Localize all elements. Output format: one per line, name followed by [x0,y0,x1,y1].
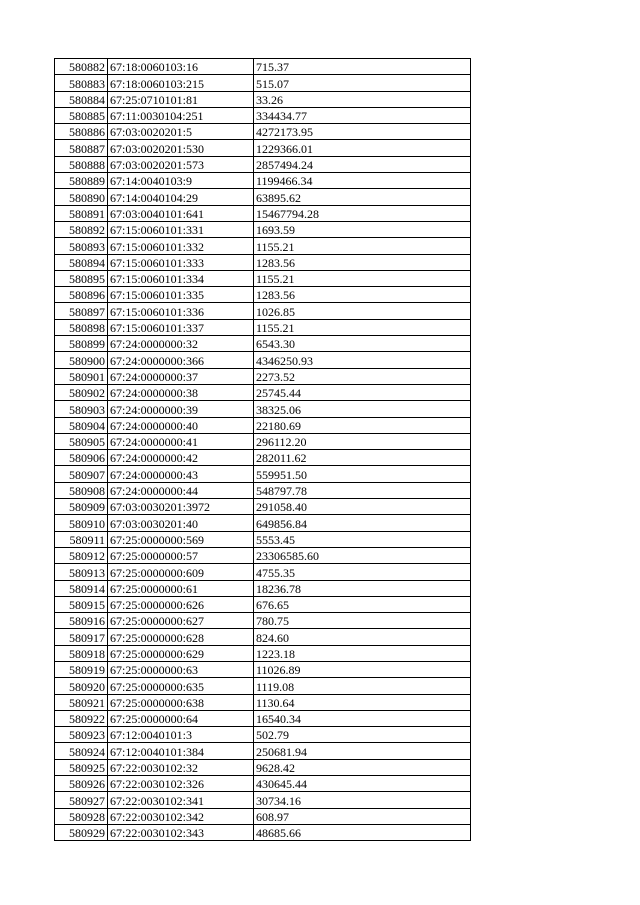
table-row [55,189,471,205]
cadastral-number-cell: 67:25:0000000:61 [108,580,254,596]
cadastral-number-cell: 67:24:0000000:42 [108,450,254,466]
amount-cell: 5553.45 [254,531,471,547]
amount-cell: 824.60 [254,629,471,645]
table-row [55,401,471,417]
amount-cell: 780.75 [254,613,471,629]
row-id-cell: 580904 [55,417,108,433]
row-id-cell: 580886 [55,124,108,140]
amount-cell: 296112.20 [254,433,471,449]
cadastral-number-cell: 67:24:0000000:39 [108,401,254,417]
row-id-cell: 580911 [55,531,108,547]
table-row [55,824,471,840]
row-id-cell: 580892 [55,221,108,237]
row-id-cell: 580907 [55,466,108,482]
cadastral-number-cell: 67:03:0040101:641 [108,205,254,221]
row-id-cell: 580893 [55,238,108,254]
table-row [55,499,471,515]
table-row [55,205,471,221]
cadastral-number-cell: 67:22:0030102:32 [108,759,254,775]
row-id-cell: 580929 [55,824,108,840]
row-id-cell: 580885 [55,107,108,123]
cadastral-number-cell: 67:18:0060103:215 [108,75,254,91]
row-id-cell: 580925 [55,759,108,775]
cadastral-number-cell: 67:22:0030102:326 [108,776,254,792]
row-id-cell: 580883 [55,75,108,91]
table-row [55,336,471,352]
cadastral-number-cell: 67:24:0000000:37 [108,368,254,384]
cadastral-number-cell: 67:25:0000000:627 [108,613,254,629]
row-id-cell: 580906 [55,450,108,466]
row-id-cell: 580898 [55,319,108,335]
row-id-cell: 580903 [55,401,108,417]
table-row [55,613,471,629]
amount-cell: 548797.78 [254,482,471,498]
row-id-cell: 580897 [55,303,108,319]
amount-cell: 30734.16 [254,792,471,808]
row-id-cell: 580915 [55,596,108,612]
cadastral-number-cell: 67:25:0000000:609 [108,564,254,580]
table-row [55,238,471,254]
table-row [55,91,471,107]
table-row [55,515,471,531]
amount-cell: 23306585.60 [254,547,471,563]
amount-cell: 22180.69 [254,417,471,433]
table-row [55,596,471,612]
table-row [55,75,471,91]
cadastral-number-cell: 67:25:0000000:569 [108,531,254,547]
cadastral-number-cell: 67:15:0060101:332 [108,238,254,254]
amount-cell: 15467794.28 [254,205,471,221]
table-row [55,482,471,498]
row-id-cell: 580928 [55,808,108,824]
table-row [55,433,471,449]
cadastral-number-cell: 67:15:0060101:335 [108,287,254,303]
row-id-cell: 580901 [55,368,108,384]
cadastral-number-cell: 67:03:0020201:573 [108,156,254,172]
table-row [55,173,471,189]
table-body [55,59,471,841]
amount-cell: 1119.08 [254,678,471,694]
amount-cell: 38325.06 [254,401,471,417]
row-id-cell: 580908 [55,482,108,498]
table-row [55,156,471,172]
row-id-cell: 580927 [55,792,108,808]
amount-cell: 515.07 [254,75,471,91]
cadastral-number-cell: 67:15:0060101:331 [108,221,254,237]
cadastral-number-cell: 67:03:0030201:3972 [108,499,254,515]
amount-cell: 291058.40 [254,499,471,515]
cadastral-number-cell: 67:25:0710101:81 [108,91,254,107]
table-row [55,645,471,661]
cadastral-number-cell: 67:03:0020201:5 [108,124,254,140]
table-row [55,107,471,123]
amount-cell: 282011.62 [254,450,471,466]
table-row [55,254,471,270]
table-row [55,531,471,547]
table-row [55,368,471,384]
row-id-cell: 580924 [55,743,108,759]
row-id-cell: 580916 [55,613,108,629]
row-id-cell: 580905 [55,433,108,449]
table-row [55,564,471,580]
amount-cell: 608.97 [254,808,471,824]
cadastral-number-cell: 67:25:0000000:626 [108,596,254,612]
row-id-cell: 580894 [55,254,108,270]
cadastral-number-cell: 67:15:0060101:334 [108,270,254,286]
cadastral-number-cell: 67:12:0040101:3 [108,727,254,743]
amount-cell: 18236.78 [254,580,471,596]
row-id-cell: 580887 [55,140,108,156]
table-row [55,417,471,433]
amount-cell: 9628.42 [254,759,471,775]
amount-cell: 1283.56 [254,254,471,270]
cadastral-number-cell: 67:18:0060103:16 [108,59,254,75]
amount-cell: 1155.21 [254,270,471,286]
table-row [55,547,471,563]
row-id-cell: 580895 [55,270,108,286]
table-row [55,661,471,677]
row-id-cell: 580912 [55,547,108,563]
row-id-cell: 580926 [55,776,108,792]
row-id-cell: 580919 [55,661,108,677]
cadastral-number-cell: 67:14:0040103:9 [108,173,254,189]
row-id-cell: 580902 [55,384,108,400]
table-row [55,808,471,824]
cadastral-number-cell: 67:25:0000000:628 [108,629,254,645]
table-row [55,792,471,808]
cadastral-number-cell: 67:03:0020201:530 [108,140,254,156]
amount-cell: 1223.18 [254,645,471,661]
cadastral-number-cell: 67:25:0000000:635 [108,678,254,694]
amount-cell: 334434.77 [254,107,471,123]
table-row [55,450,471,466]
row-id-cell: 580909 [55,499,108,515]
table-row [55,124,471,140]
amount-cell: 1155.21 [254,238,471,254]
table-row [55,319,471,335]
table-row [55,580,471,596]
table-row [55,140,471,156]
amount-cell: 250681.94 [254,743,471,759]
cadastral-number-cell: 67:24:0000000:366 [108,352,254,368]
cadastral-number-cell: 67:15:0060101:336 [108,303,254,319]
amount-cell: 33.26 [254,91,471,107]
cadastral-number-cell: 67:22:0030102:343 [108,824,254,840]
table-row [55,694,471,710]
table-row [55,759,471,775]
row-id-cell: 580899 [55,336,108,352]
row-id-cell: 580890 [55,189,108,205]
table-row [55,287,471,303]
cadastral-number-cell: 67:25:0000000:63 [108,661,254,677]
cadastral-number-cell: 67:24:0000000:43 [108,466,254,482]
table-row [55,710,471,726]
amount-cell: 1693.59 [254,221,471,237]
amount-cell: 559951.50 [254,466,471,482]
table-row [55,776,471,792]
table-row [55,303,471,319]
amount-cell: 25745.44 [254,384,471,400]
cadastral-number-cell: 67:24:0000000:38 [108,384,254,400]
table-row [55,59,471,75]
row-id-cell: 580921 [55,694,108,710]
table-row [55,352,471,368]
table-row [55,221,471,237]
cadastral-number-cell: 67:25:0000000:638 [108,694,254,710]
cadastral-number-cell: 67:25:0000000:57 [108,547,254,563]
cadastral-number-cell: 67:12:0040101:384 [108,743,254,759]
cadastral-number-cell: 67:24:0000000:32 [108,336,254,352]
table-row [55,678,471,694]
amount-cell: 4755.35 [254,564,471,580]
row-id-cell: 580918 [55,645,108,661]
cadastral-number-cell: 67:22:0030102:342 [108,808,254,824]
table-row [55,384,471,400]
cadastral-number-cell: 67:15:0060101:337 [108,319,254,335]
amount-cell: 11026.89 [254,661,471,677]
amount-cell: 63895.62 [254,189,471,205]
amount-cell: 1130.64 [254,694,471,710]
row-id-cell: 580889 [55,173,108,189]
row-id-cell: 580920 [55,678,108,694]
cadastral-number-cell: 67:22:0030102:341 [108,792,254,808]
row-id-cell: 580896 [55,287,108,303]
row-id-cell: 580900 [55,352,108,368]
table-row [55,743,471,759]
amount-cell: 430645.44 [254,776,471,792]
cadastral-number-cell: 67:24:0000000:40 [108,417,254,433]
amount-cell: 48685.66 [254,824,471,840]
amount-cell: 1026.85 [254,303,471,319]
table-row [55,629,471,645]
row-id-cell: 580922 [55,710,108,726]
cadastral-number-cell: 67:03:0030201:40 [108,515,254,531]
table-row [55,727,471,743]
cadastral-number-cell: 67:24:0000000:41 [108,433,254,449]
cadastral-number-cell: 67:25:0000000:64 [108,710,254,726]
amount-cell: 715.37 [254,59,471,75]
amount-cell: 2857494.24 [254,156,471,172]
cadastral-number-cell: 67:15:0060101:333 [108,254,254,270]
data-table [54,58,471,841]
amount-cell: 1199466.34 [254,173,471,189]
cadastral-number-cell: 67:25:0000000:629 [108,645,254,661]
row-id-cell: 580891 [55,205,108,221]
amount-cell: 502.79 [254,727,471,743]
amount-cell: 4272173.95 [254,124,471,140]
amount-cell: 676.65 [254,596,471,612]
row-id-cell: 580923 [55,727,108,743]
cadastral-number-cell: 67:24:0000000:44 [108,482,254,498]
amount-cell: 2273.52 [254,368,471,384]
amount-cell: 1155.21 [254,319,471,335]
row-id-cell: 580914 [55,580,108,596]
cadastral-number-cell: 67:14:0040104:29 [108,189,254,205]
row-id-cell: 580917 [55,629,108,645]
amount-cell: 6543.30 [254,336,471,352]
row-id-cell: 580910 [55,515,108,531]
table-row [55,466,471,482]
amount-cell: 649856.84 [254,515,471,531]
row-id-cell: 580888 [55,156,108,172]
row-id-cell: 580882 [55,59,108,75]
row-id-cell: 580884 [55,91,108,107]
amount-cell: 16540.34 [254,710,471,726]
amount-cell: 1229366.01 [254,140,471,156]
row-id-cell: 580913 [55,564,108,580]
amount-cell: 4346250.93 [254,352,471,368]
table-row [55,270,471,286]
cadastral-number-cell: 67:11:0030104:251 [108,107,254,123]
amount-cell: 1283.56 [254,287,471,303]
